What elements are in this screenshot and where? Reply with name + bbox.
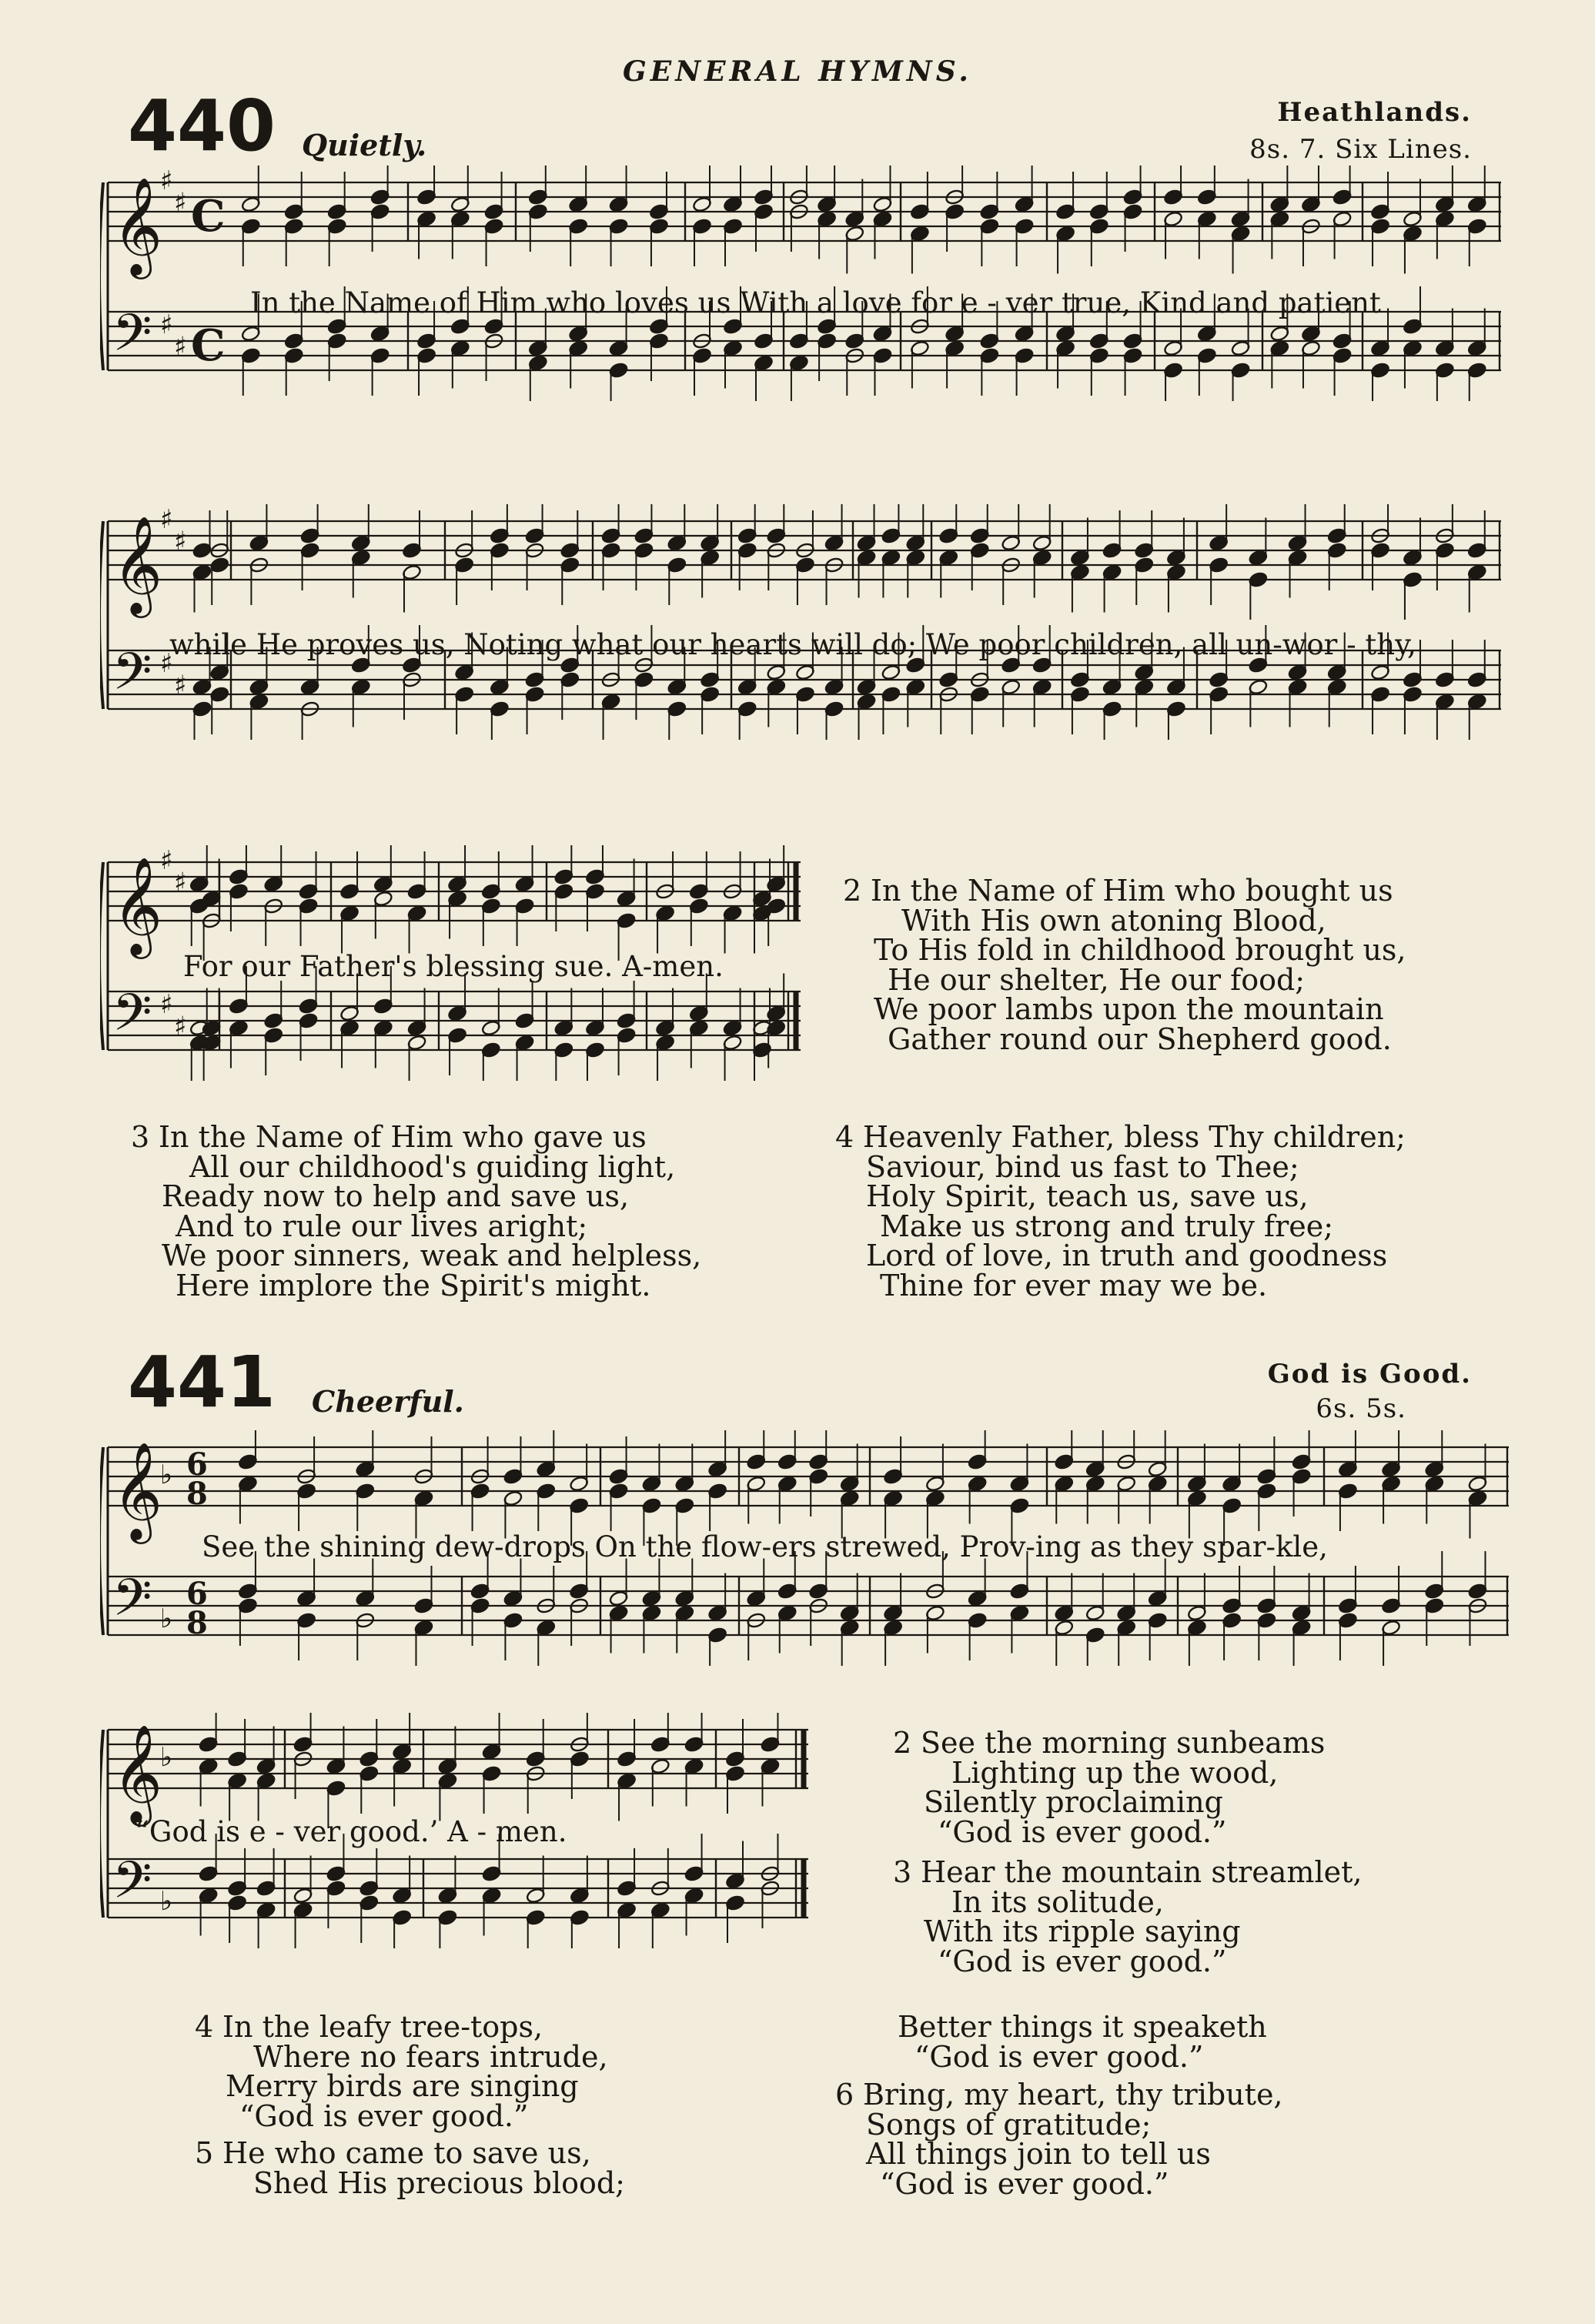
staff-svg	[100, 504, 1501, 740]
stanza-line: Lord of love, in truth and goodness	[866, 1239, 1388, 1272]
svg-text:𝄞: 𝄞	[112, 1724, 163, 1822]
stanza-line: “God is ever good.”	[915, 2039, 1204, 2074]
stanza-line: Silently proclaiming	[924, 1785, 1223, 1819]
stanza-line: Gather round our Shepherd good.	[888, 1022, 1392, 1056]
svg-text:𝄢: 𝄢	[112, 642, 152, 714]
stanza-number: 6	[835, 2078, 854, 2112]
svg-text:𝄢: 𝄢	[112, 1851, 152, 1922]
stanza-441-5-cont	[870, 2012, 1267, 2072]
running-head: GENERAL HYMNS.	[623, 55, 972, 88]
svg-text:C: C	[191, 191, 226, 242]
svg-text:𝄢: 𝄢	[112, 983, 152, 1055]
svg-text:♯: ♯	[174, 867, 187, 898]
svg-text:6: 6	[186, 1446, 208, 1483]
svg-text:𝄢: 𝄢	[112, 1568, 152, 1640]
svg-text:♯: ♯	[174, 526, 187, 557]
stanza-line: Where no fears intrude,	[253, 2039, 608, 2074]
hymn-number-441: 441	[128, 1341, 276, 1423]
tempo-marking-441: Cheerful.	[312, 1384, 464, 1419]
tempo-marking-440: Quietly.	[302, 128, 427, 162]
svg-text:♭: ♭	[160, 1460, 173, 1490]
svg-text:6: 6	[186, 1576, 208, 1612]
stanza-line: We poor sinners, weak and helpless,	[162, 1239, 702, 1272]
svg-text:♯: ♯	[160, 166, 173, 196]
svg-text:♯: ♯	[160, 845, 173, 876]
stanza-number: 4	[195, 2010, 214, 2044]
svg-text:♯: ♯	[174, 331, 187, 363]
svg-text:♭: ♭	[160, 1886, 173, 1917]
svg-text:C: C	[191, 320, 226, 371]
stanza-441-5	[195, 2138, 625, 2198]
stanza-line: Bring, my heart, thy tribute,	[863, 2078, 1283, 2112]
staff-svg	[100, 166, 1501, 401]
stanza-line: We poor lambs upon the mountain	[874, 992, 1384, 1026]
svg-text:♯: ♯	[174, 670, 187, 701]
stanza-line: “God is ever good.”	[938, 1944, 1227, 1978]
stanza-441-2	[893, 1728, 1325, 1847]
stanza-441-4	[195, 2012, 608, 2131]
stanza-line: “God is ever good.”	[239, 2098, 529, 2133]
lyric-line-440-3: For our Father's blessing sue. A-men.	[183, 950, 724, 983]
stanza-line: Holy Spirit, teach us, save us,	[866, 1179, 1309, 1213]
stanza-line: Better things it speaketh	[898, 2010, 1267, 2044]
tune-name-440: Heathlands.	[1277, 97, 1472, 128]
stanza-line: Thine for ever may we be.	[880, 1268, 1268, 1302]
stanza-line: All things join to tell us	[866, 2137, 1211, 2171]
lyric-line-441-1: See the shining dew-drops On the flow-ers strewed, Prov-ing as they spar-kle,	[202, 1530, 1328, 1563]
svg-text:𝄞: 𝄞	[112, 515, 163, 614]
svg-text:𝄞: 𝄞	[112, 856, 163, 955]
meter-440: 8s. 7. Six Lines.	[1249, 134, 1472, 165]
svg-text:♭: ♭	[160, 1603, 173, 1634]
music-system-440-2	[100, 504, 1501, 740]
svg-text:♯: ♯	[174, 1011, 187, 1042]
stanza-line: In its solitude,	[951, 1884, 1164, 1919]
music-system-440-1	[100, 166, 1501, 401]
stanza-line: Hear the mountain streamlet,	[921, 1855, 1363, 1889]
stanza-number: 2	[893, 1726, 912, 1760]
stanza-line: See the morning sunbeams	[921, 1726, 1326, 1760]
hymn-number-440: 440	[128, 85, 276, 167]
stanza-line: He our shelter, He our food;	[888, 962, 1306, 997]
stanza-number: 2	[843, 874, 862, 908]
stanza-line: Merry birds are singing	[226, 2069, 579, 2103]
svg-text:♯: ♯	[174, 187, 187, 219]
stanza-line: “God is ever good.”	[880, 2166, 1169, 2201]
stanza-441-6	[835, 2080, 1283, 2199]
stanza-440-3	[131, 1122, 701, 1300]
tune-name-441: God is Good.	[1267, 1359, 1472, 1389]
stanza-line: Here implore the Spirit's might.	[176, 1268, 651, 1302]
stanza-line: In the Name of Him who gave us	[159, 1120, 647, 1154]
stanza-line: Songs of gratitude;	[866, 2107, 1152, 2142]
stanza-line: Shed His precious blood;	[253, 2165, 625, 2200]
svg-text:♯: ♯	[160, 648, 173, 679]
stanza-line: To His fold in childhood brought us,	[874, 933, 1406, 967]
stanza-line: “God is ever good.”	[938, 1814, 1227, 1849]
lyric-line-440-2: while He proves us, Noting what our hearts will do; We poor children, all un-wor - thy,	[169, 628, 1416, 661]
stanza-line: In the leafy tree-tops,	[222, 2010, 543, 2044]
stanza-440-4	[835, 1122, 1406, 1300]
svg-text:𝄢: 𝄢	[112, 303, 152, 375]
stanza-line: Make us strong and truly free;	[880, 1209, 1334, 1243]
stanza-line: Lighting up the wood,	[951, 1755, 1279, 1790]
lyric-line-441-2: “God is e - ver good.’ A - men.	[135, 1815, 567, 1848]
stanza-line: And to rule our lives aright;	[176, 1209, 588, 1243]
stanza-line: All our childhood's guiding light,	[189, 1149, 676, 1184]
stanza-number: 5	[195, 2136, 214, 2170]
stanza-line: Saviour, bind us fast to Thee;	[866, 1149, 1299, 1184]
svg-text:♯: ♯	[160, 504, 173, 535]
stanza-number: 3	[893, 1855, 912, 1889]
stanza-line: With its ripple saying	[924, 1914, 1241, 1948]
stanza-number: 3	[131, 1120, 150, 1154]
svg-text:♯: ♯	[160, 989, 173, 1020]
stanza-line: With His own atoning Blood,	[901, 903, 1326, 938]
meter-441: 6s. 5s.	[1316, 1393, 1406, 1424]
svg-text:♯: ♯	[160, 309, 173, 340]
svg-text:𝄞: 𝄞	[112, 176, 163, 275]
stanza-line: He who came to save us,	[222, 2136, 591, 2170]
stanza-number: 4	[835, 1120, 854, 1154]
svg-text:𝄞: 𝄞	[112, 1441, 163, 1540]
svg-text:8: 8	[186, 1605, 208, 1641]
lyric-line-440-1: In the Name of Him who loves us With a love for e - ver true, Kind and patient	[250, 286, 1381, 319]
svg-text:8: 8	[186, 1476, 208, 1512]
stanza-line: In the Name of Him who bought us	[871, 874, 1393, 908]
stanza-line: Heavenly Father, bless Thy children;	[863, 1120, 1406, 1154]
stanza-line: Ready now to help and save us,	[162, 1179, 630, 1213]
stanza-441-3	[893, 1855, 1363, 1978]
svg-text:♭: ♭	[160, 1742, 173, 1773]
stanza-440-2	[843, 876, 1406, 1054]
